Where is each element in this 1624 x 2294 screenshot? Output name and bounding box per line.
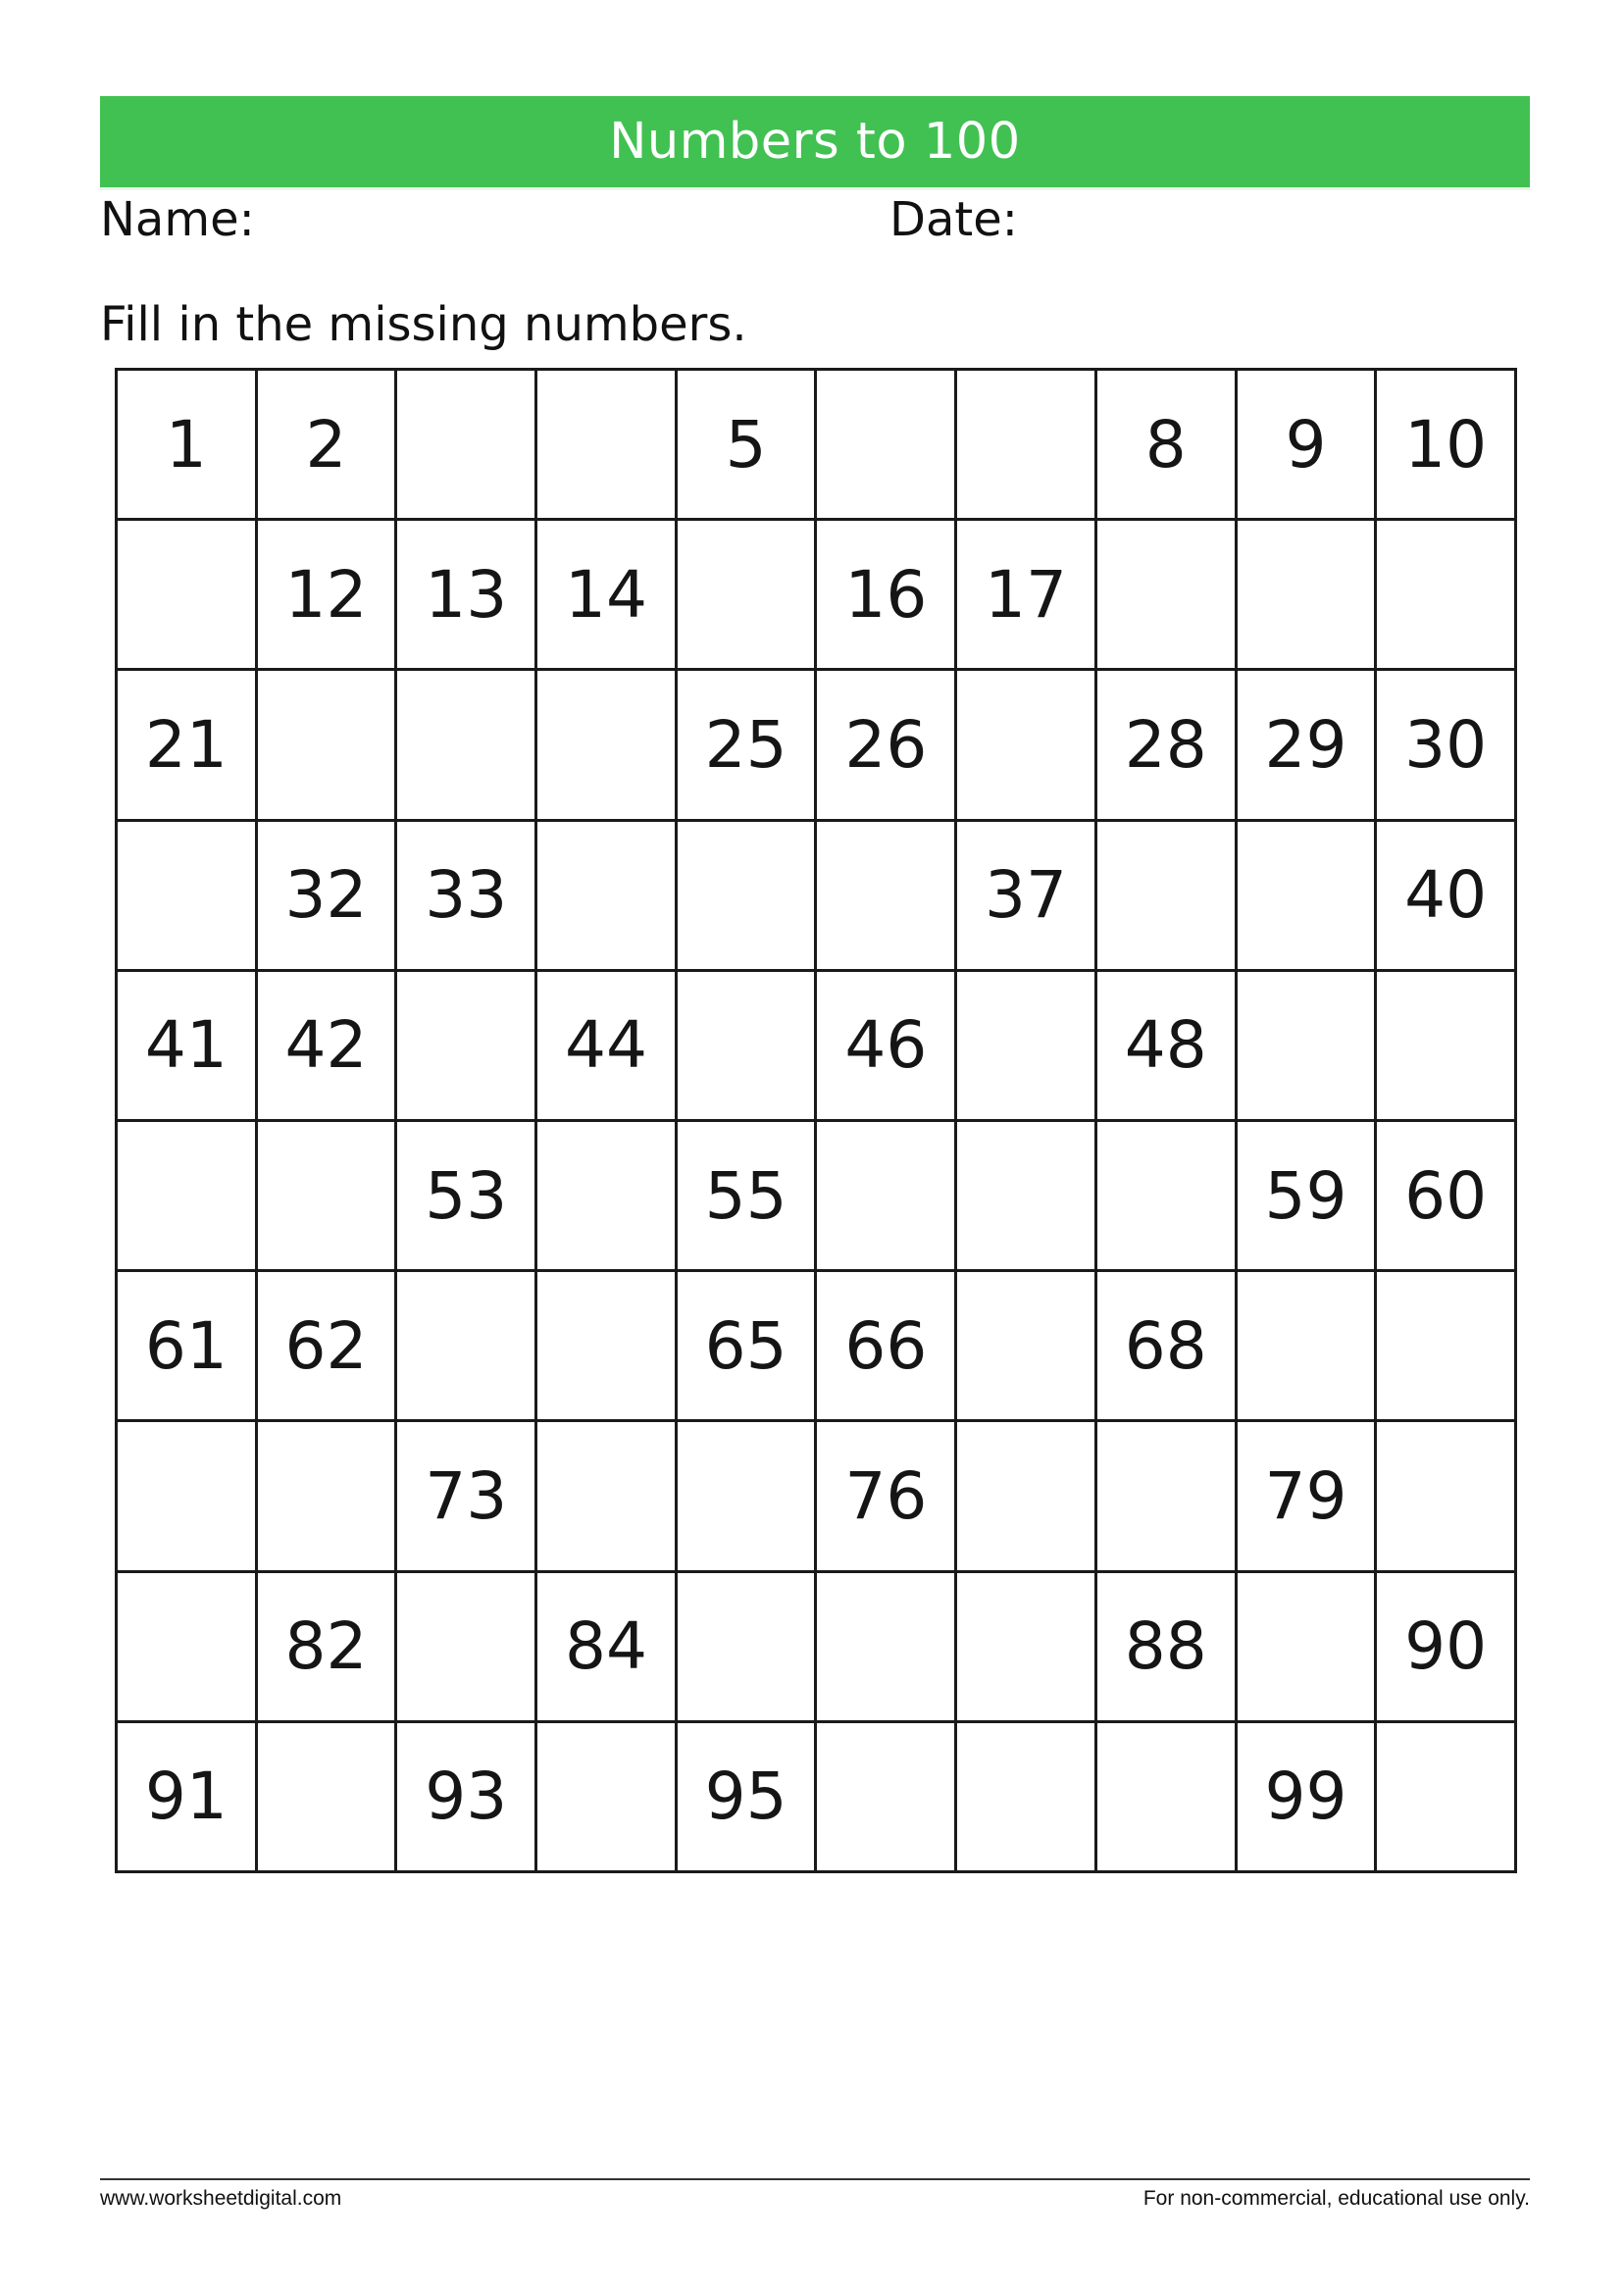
- grid-cell-blank: [537, 1122, 678, 1272]
- grid-cell-blank: [1097, 822, 1238, 972]
- grid-cell-blank: [118, 1422, 258, 1572]
- grid-cell-blank: [678, 521, 818, 671]
- grid-cell-number: 93: [397, 1723, 537, 1873]
- grid-cell-number: 79: [1238, 1422, 1378, 1572]
- grid-cell-blank: [1377, 1422, 1517, 1572]
- grid-cell-blank: [537, 822, 678, 972]
- grid-cell-number: 84: [537, 1573, 678, 1723]
- grid-cell-blank: [258, 1723, 398, 1873]
- grid-cell-blank: [258, 1422, 398, 1572]
- grid-cell-number: 53: [397, 1122, 537, 1272]
- grid-cell-number: 65: [678, 1272, 818, 1422]
- grid-cell-number: 68: [1097, 1272, 1238, 1422]
- grid-cell-number: 16: [817, 521, 957, 671]
- grid-cell-blank: [397, 1272, 537, 1422]
- grid-cell-blank: [817, 1573, 957, 1723]
- grid-cell-blank: [537, 1422, 678, 1572]
- grid-cell-blank: [1238, 822, 1378, 972]
- page-title: Numbers to 100: [609, 113, 1021, 171]
- grid-cell-number: 62: [258, 1272, 398, 1422]
- grid-cell-number: 9: [1238, 371, 1378, 521]
- grid-cell-number: 17: [957, 521, 1097, 671]
- date-field-label: Date:: [889, 192, 1018, 247]
- grid-cell-blank: [118, 521, 258, 671]
- grid-cell-number: 95: [678, 1723, 818, 1873]
- grid-cell-blank: [397, 972, 537, 1122]
- grid-cell-number: 33: [397, 822, 537, 972]
- grid-cell-number: 2: [258, 371, 398, 521]
- grid-cell-blank: [957, 1573, 1097, 1723]
- grid-cell-blank: [678, 822, 818, 972]
- grid-cell-blank: [957, 1272, 1097, 1422]
- grid-cell-number: 76: [817, 1422, 957, 1572]
- grid-cell-blank: [957, 972, 1097, 1122]
- grid-cell-number: 73: [397, 1422, 537, 1572]
- grid-cell-number: 55: [678, 1122, 818, 1272]
- grid-cell-blank: [957, 1723, 1097, 1873]
- grid-cell-blank: [1238, 1573, 1378, 1723]
- grid-cell-blank: [1377, 1723, 1517, 1873]
- grid-cell-blank: [817, 371, 957, 521]
- grid-cell-number: 99: [1238, 1723, 1378, 1873]
- grid-cell-number: 28: [1097, 671, 1238, 821]
- grid-cell-blank: [118, 1573, 258, 1723]
- grid-cell-number: 88: [1097, 1573, 1238, 1723]
- hundred-chart-grid: [115, 368, 1517, 1873]
- grid-cell-number: 26: [817, 671, 957, 821]
- grid-cell-blank: [118, 1122, 258, 1272]
- grid-cell-number: 42: [258, 972, 398, 1122]
- grid-cell-blank: [537, 1272, 678, 1422]
- grid-cell-number: 37: [957, 822, 1097, 972]
- grid-cell-number: 10: [1377, 371, 1517, 521]
- grid-cell-blank: [1238, 1272, 1378, 1422]
- grid-cell-blank: [537, 1723, 678, 1873]
- grid-cell-blank: [817, 1723, 957, 1873]
- grid-cell-blank: [1377, 972, 1517, 1122]
- grid-cell-number: 25: [678, 671, 818, 821]
- grid-cell-blank: [1377, 1272, 1517, 1422]
- grid-cell-number: 5: [678, 371, 818, 521]
- grid-cell-blank: [1097, 1122, 1238, 1272]
- grid-cell-number: 32: [258, 822, 398, 972]
- grid-cell-number: 66: [817, 1272, 957, 1422]
- grid-cell-blank: [1238, 972, 1378, 1122]
- grid-cell-blank: [678, 1573, 818, 1723]
- grid-cell-blank: [817, 1122, 957, 1272]
- grid-cell-blank: [957, 1422, 1097, 1572]
- grid-cell-number: 1: [118, 371, 258, 521]
- grid-cell-blank: [397, 371, 537, 521]
- grid-cell-blank: [1238, 521, 1378, 671]
- grid-cell-blank: [678, 972, 818, 1122]
- grid-cell-number: 21: [118, 671, 258, 821]
- grid-cell-blank: [118, 822, 258, 972]
- grid-cell-blank: [537, 371, 678, 521]
- title-banner: [100, 96, 1530, 190]
- grid-cell-blank: [957, 371, 1097, 521]
- footer-divider: [100, 2178, 1530, 2180]
- grid-cell-number: 48: [1097, 972, 1238, 1122]
- name-field-label: Name:: [100, 192, 255, 247]
- grid-cell-number: 44: [537, 972, 678, 1122]
- grid-cell-number: 82: [258, 1573, 398, 1723]
- grid-cell-blank: [957, 671, 1097, 821]
- grid-cell-number: 46: [817, 972, 957, 1122]
- grid-cell-blank: [397, 671, 537, 821]
- grid-cell-number: 12: [258, 521, 398, 671]
- grid-cell-number: 41: [118, 972, 258, 1122]
- grid-cell-number: 91: [118, 1723, 258, 1873]
- grid-cell-number: 61: [118, 1272, 258, 1422]
- footer-website: www.worksheetdigital.com: [100, 2187, 342, 2210]
- grid-cell-number: 30: [1377, 671, 1517, 821]
- grid-cell-number: 40: [1377, 822, 1517, 972]
- grid-cell-number: 59: [1238, 1122, 1378, 1272]
- grid-cell-number: 13: [397, 521, 537, 671]
- grid-cell-blank: [1097, 521, 1238, 671]
- instructions-text: Fill in the missing numbers.: [100, 297, 747, 352]
- grid-cell-blank: [678, 1422, 818, 1572]
- grid-cell-number: 8: [1097, 371, 1238, 521]
- grid-cell-blank: [397, 1573, 537, 1723]
- grid-cell-blank: [537, 671, 678, 821]
- grid-cell-blank: [258, 1122, 398, 1272]
- grid-cell-number: 14: [537, 521, 678, 671]
- footer-usage-notice: For non-commercial, educational use only.: [1142, 2187, 1530, 2210]
- grid-cell-blank: [957, 1122, 1097, 1272]
- grid-cell-blank: [258, 671, 398, 821]
- grid-cell-number: 29: [1238, 671, 1378, 821]
- grid-cell-number: 90: [1377, 1573, 1517, 1723]
- grid-cell-number: 60: [1377, 1122, 1517, 1272]
- grid-cell-blank: [1097, 1723, 1238, 1873]
- grid-cell-blank: [1377, 521, 1517, 671]
- grid-cell-blank: [1097, 1422, 1238, 1572]
- grid-cell-blank: [817, 822, 957, 972]
